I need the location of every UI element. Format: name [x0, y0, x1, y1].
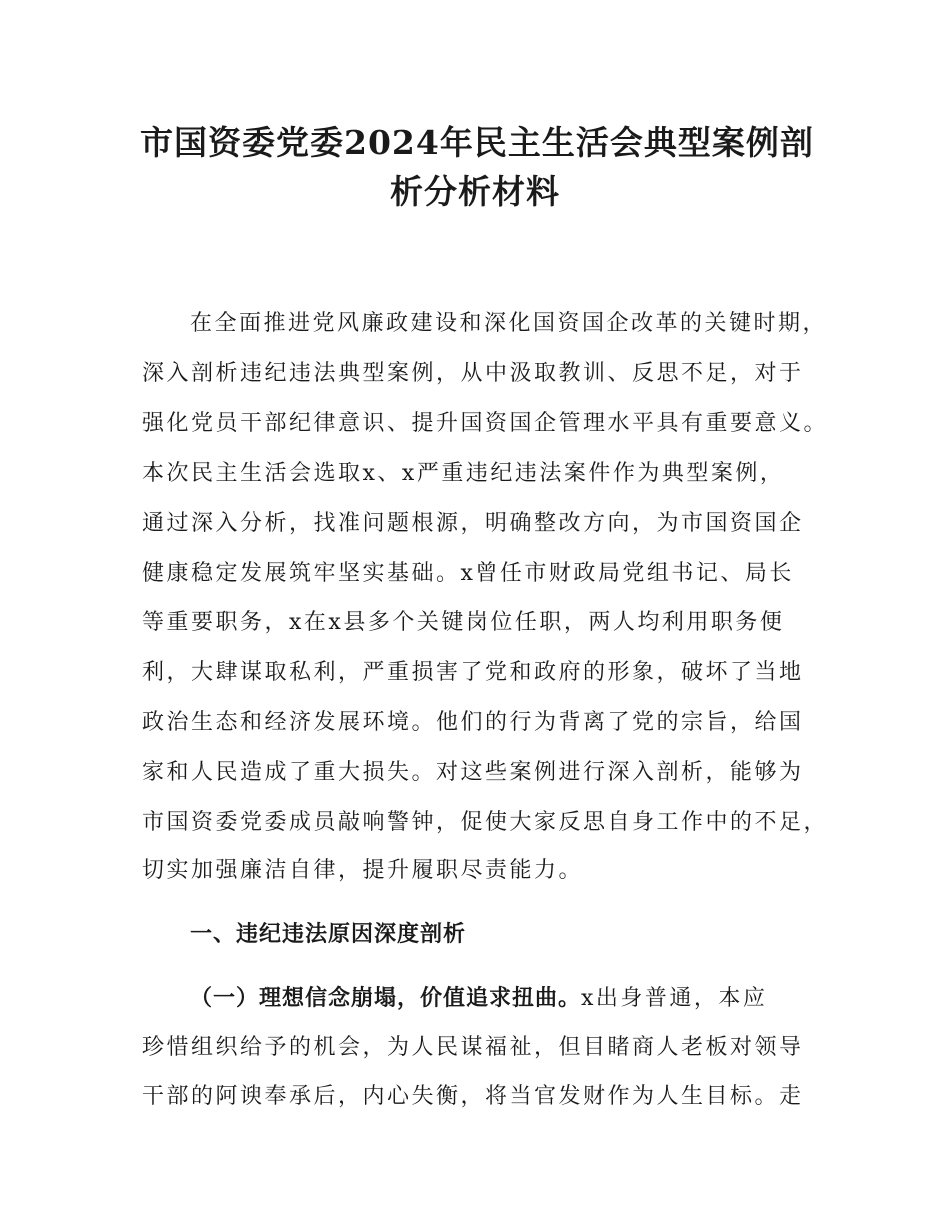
intro-line-8: 利，大肆谋取私利，严重损害了党和政府的形象，破坏了当地 — [142, 660, 804, 685]
intro-line-7: 等重要职务，x在x县多个关键岗位任职，两人均利用职务便 — [142, 610, 785, 635]
intro-line-4: 本次民主生活会选取x、x严重违纪违法案件作为典型案例， — [142, 461, 785, 486]
document-title-line-2: 析分析材料 — [390, 172, 560, 211]
intro-line-12: 切实加强廉洁自律，提升履职尽责能力。 — [142, 858, 584, 883]
intro-line-9: 政治生态和经济发展环境。他们的行为背离了党的宗旨，给国 — [142, 710, 804, 735]
intro-line-1: 在全面推进党风廉政建设和深化国资国企改革的关键时期， — [190, 311, 828, 336]
intro-line-11: 市国资委党委成员敲响警钟，促使大家反思自身工作中的不足， — [142, 810, 829, 835]
subsection-1-line-2: 珍惜组织给予的机会，为人民谋福祉，但目睹商人老板对领导 — [142, 1035, 804, 1060]
intro-line-3: 强化党员干部纪律意识、提升国资国企管理水平具有重要意义。 — [142, 411, 829, 436]
section-heading-1: 一、违纪违法原因深度剖析 — [190, 922, 467, 947]
subsection-1-line-3: 干部的阿谀奉承后，内心失衡，将当官发财作为人生目标。走 — [142, 1084, 804, 1109]
subsection-1-first-rest: x出身普通，本应 — [581, 986, 768, 1011]
subsection-1-first-line — [190, 984, 767, 1014]
intro-line-5: 通过深入分析，找准问题根源，明确整改方向，为市国资国企 — [142, 511, 804, 536]
document-title-line-1: 市国资委党委2024年民主生活会典型案例剖 — [140, 123, 814, 162]
intro-line-10: 家和人民造成了重大损失。对这些案例进行深入剖析，能够为 — [142, 760, 804, 785]
intro-line-2: 深入剖析违纪违法典型案例，从中汲取教训、反思不足，对于 — [142, 361, 804, 386]
intro-line-6: 健康稳定发展筑牢坚实基础。x曾任市财政局党组书记、局长 — [142, 561, 794, 586]
subsection-1-lead: （一）理想信念崩塌，价值追求扭曲。 — [190, 986, 582, 1011]
